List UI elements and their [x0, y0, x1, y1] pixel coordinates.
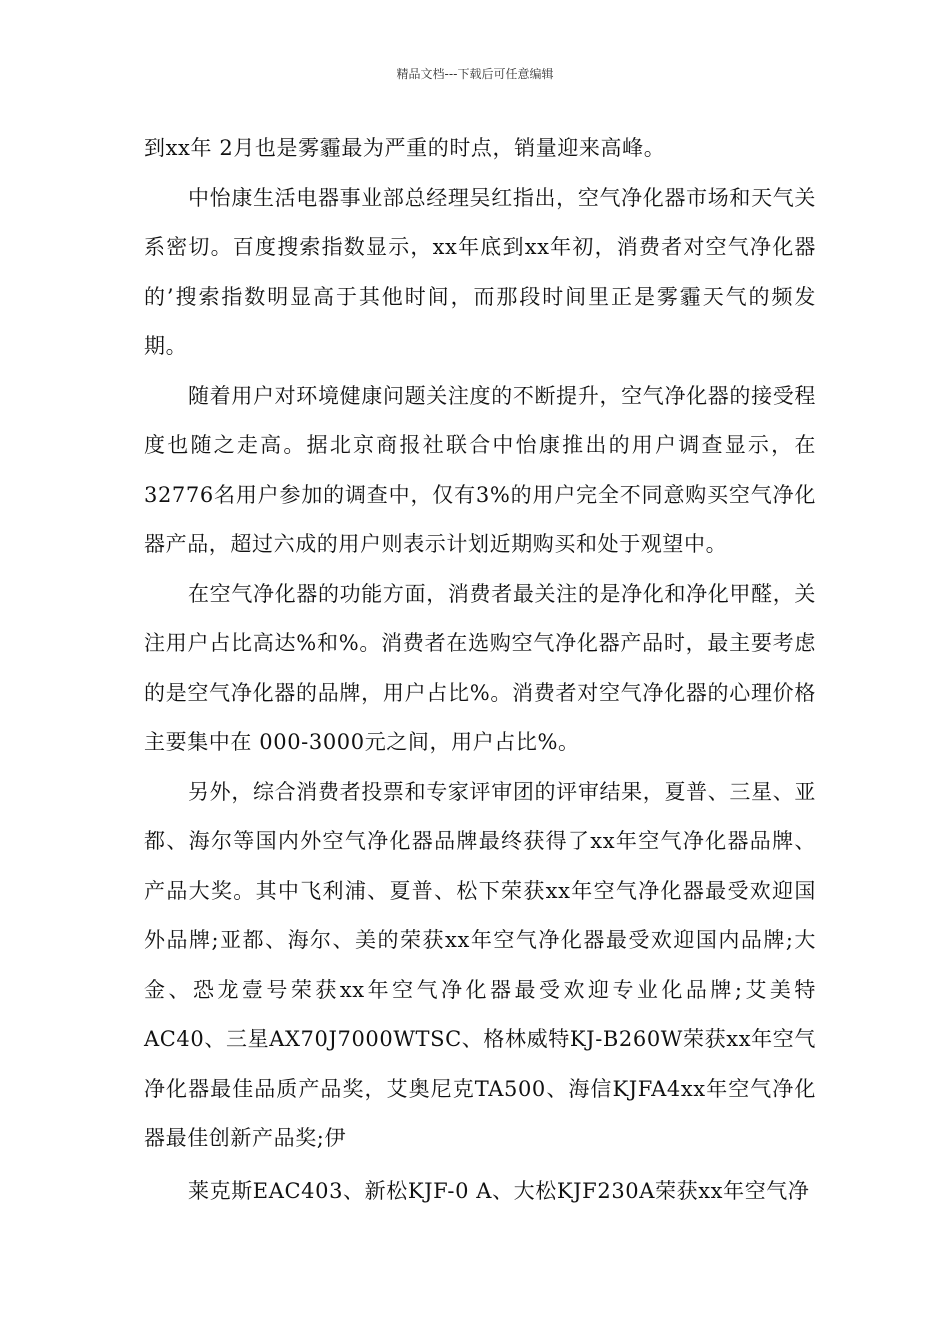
- paragraph-functions: 在空气净化器的功能方面，消费者最关注的是净化和净化甲醛，关注用户占比高达%和%。消费者在选购空气净化器产品时，最主要考虑的是空气净化器的品牌，用户占比%。消费者对空气净化器的心理价格主要集中在 000-3000元之间，用户占比%。: [144, 581, 816, 754]
- document-body: [144, 124, 816, 1216]
- paragraph-continuation: 到xx年 2月也是雾霾最为严重的时点，销量迎来高峰。: [144, 136, 666, 160]
- paragraph-user-survey: 随着用户对环境健康问题关注度的不断提升，空气净化器的接受程度也随之走高。据北京商报社联合中怡康推出的用户调查显示，在32776名用户参加的调查中，仅有3%的用户完全不同意购买空气净化器产品，超过六成的用户则表示计划近期购买和处于观望中。: [144, 383, 816, 556]
- paragraph-awards-continued: 莱克斯EAC403、新松KJF-0 A、大松KJF230A荣获xx年空气净: [188, 1178, 810, 1203]
- page-header: 精品文档---下载后可任意编辑: [396, 67, 554, 81]
- paragraph-market-weather: 中怡康生活电器事业部总经理吴红指出，空气净化器市场和天气关系密切。百度搜索指数显示，xx年底到xx年初，消费者对空气净化器的’搜索指数明显高于其他时间，而那段时间里正是雾霾天气的频发期。: [144, 185, 816, 358]
- paragraph-awards: 另外，综合消费者投票和专家评审团的评审结果，夏普、三星、亚都、海尔等国内外空气净化器品牌最终获得了xx年空气净化器品牌、产品大奖。其中飞利浦、夏普、松下荣获xx年空气净化器最受欢迎国外品牌;亚都、海尔、美的荣获xx年空气净化器最受欢迎国内品牌;大金、恐龙壹号荣获xx年空气净化器最受欢迎专业化品牌;艾美特AC40、三星AX70J7000WTSC、格林威特KJ-B260W荣获xx年空气净化器最佳品质产品奖，艾奥尼克TA500、海信KJFA4xx年空气净化器最佳创新产品奖;伊: [144, 779, 816, 1150]
